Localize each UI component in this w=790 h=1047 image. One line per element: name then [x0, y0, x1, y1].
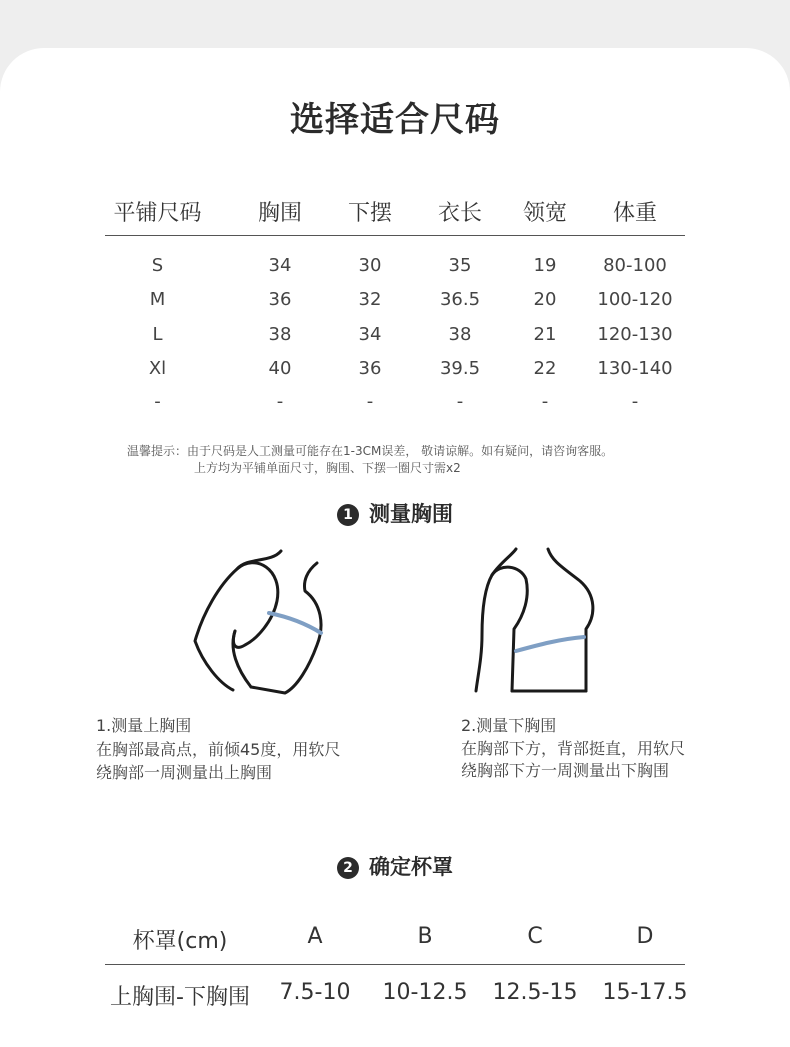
number-two-icon: 2	[337, 857, 359, 879]
cup-divider	[105, 964, 685, 965]
upper-chest-label: 1.测量上胸围	[96, 716, 192, 735]
note-line-1: 温馨提示：由于尺码是人工测量可能存在1-3CM误差， 敬请谅解。如有疑问，请咨询客服。	[127, 444, 614, 458]
arm-lower	[233, 631, 251, 687]
cup-c-header: C	[527, 924, 543, 949]
table-cell: 36	[358, 358, 382, 379]
lower-chest-illustration	[470, 545, 610, 695]
section-title: 测量胸围	[369, 502, 453, 526]
section-title: 确定杯罩	[369, 855, 453, 879]
table-cell: 30	[358, 255, 382, 276]
table-cell: -	[154, 391, 161, 412]
cup-row-label: 上胸围-下胸围	[110, 985, 250, 1010]
table-cell: S	[151, 255, 164, 276]
table-cell: -	[541, 391, 549, 412]
hem-header: 下摆	[347, 201, 392, 226]
table-cell: 36	[268, 289, 292, 310]
table-cell: 21	[533, 324, 557, 345]
table-cell: 34	[358, 324, 382, 345]
upper-chest-desc-1: 在胸部最高点，前倾45度，用软尺	[96, 740, 341, 759]
lower-chest-desc-1: 在胸部下方，背部挺直，用软尺	[461, 739, 686, 758]
table-cell: -	[276, 391, 284, 412]
table-cell: 36.5	[439, 289, 481, 310]
cup-a-header: A	[307, 924, 323, 949]
table-cell: 22	[533, 358, 557, 379]
cup-b-header: B	[417, 924, 433, 949]
length-header: 衣长	[437, 201, 482, 226]
table-cell: 130-140	[597, 358, 673, 379]
table-cell: -	[456, 391, 464, 412]
cup-b-value: 10-12.5	[382, 980, 468, 1005]
section-measure-chest	[0, 498, 790, 528]
page-title: 选择适合尺码	[290, 100, 500, 140]
header-divider	[105, 235, 685, 236]
table-cell: -	[631, 391, 639, 412]
measuring-tape	[269, 613, 321, 633]
cup-c-value: 12.5-15	[492, 980, 578, 1005]
neck-width-header: 领宽	[522, 201, 567, 226]
table-cell: 34	[268, 255, 292, 276]
table-cell: 39.5	[439, 358, 481, 379]
table-cell: 35	[448, 255, 472, 276]
table-cell: 80-100	[603, 255, 667, 276]
table-cell: M	[149, 289, 166, 310]
arm-outline	[492, 567, 527, 691]
upper-chest-desc-2: 绕胸部一周测量出上胸围	[96, 763, 273, 782]
table-cell: 38	[268, 324, 292, 345]
chest-outline	[548, 549, 593, 691]
size-header: 平铺尺码	[113, 201, 202, 226]
cup-d-value: 15-17.5	[602, 980, 688, 1005]
cup-header: 杯罩(cm)	[132, 929, 228, 954]
table-cell: Xl	[148, 358, 167, 379]
table-cell: 100-120	[597, 289, 673, 310]
number-one-icon: 1	[337, 504, 359, 526]
table-cell: 32	[358, 289, 382, 310]
table-cell: L	[152, 324, 163, 345]
table-cell: -	[366, 391, 374, 412]
chest-header: 胸围	[257, 201, 302, 226]
cup-a-value: 7.5-10	[279, 980, 351, 1005]
table-cell: 38	[448, 324, 472, 345]
table-cell: 19	[533, 255, 557, 276]
weight-header: 体重	[612, 201, 657, 226]
arm-outline	[233, 563, 277, 648]
cup-d-header: D	[636, 924, 654, 949]
table-cell: 40	[268, 358, 292, 379]
note-line-2: 上方均为平铺单面尺寸，胸围、下摆一圈尺寸需x2	[194, 461, 461, 475]
section-cup-size	[0, 851, 790, 881]
table-cell: 20	[533, 289, 557, 310]
lower-chest-label: 2.测量下胸围	[461, 716, 557, 735]
table-cell: 120-130	[597, 324, 673, 345]
lower-chest-desc-2: 绕胸部下方一周测量出下胸围	[461, 761, 670, 780]
measuring-tape	[516, 637, 584, 651]
upper-chest-illustration	[185, 545, 345, 695]
